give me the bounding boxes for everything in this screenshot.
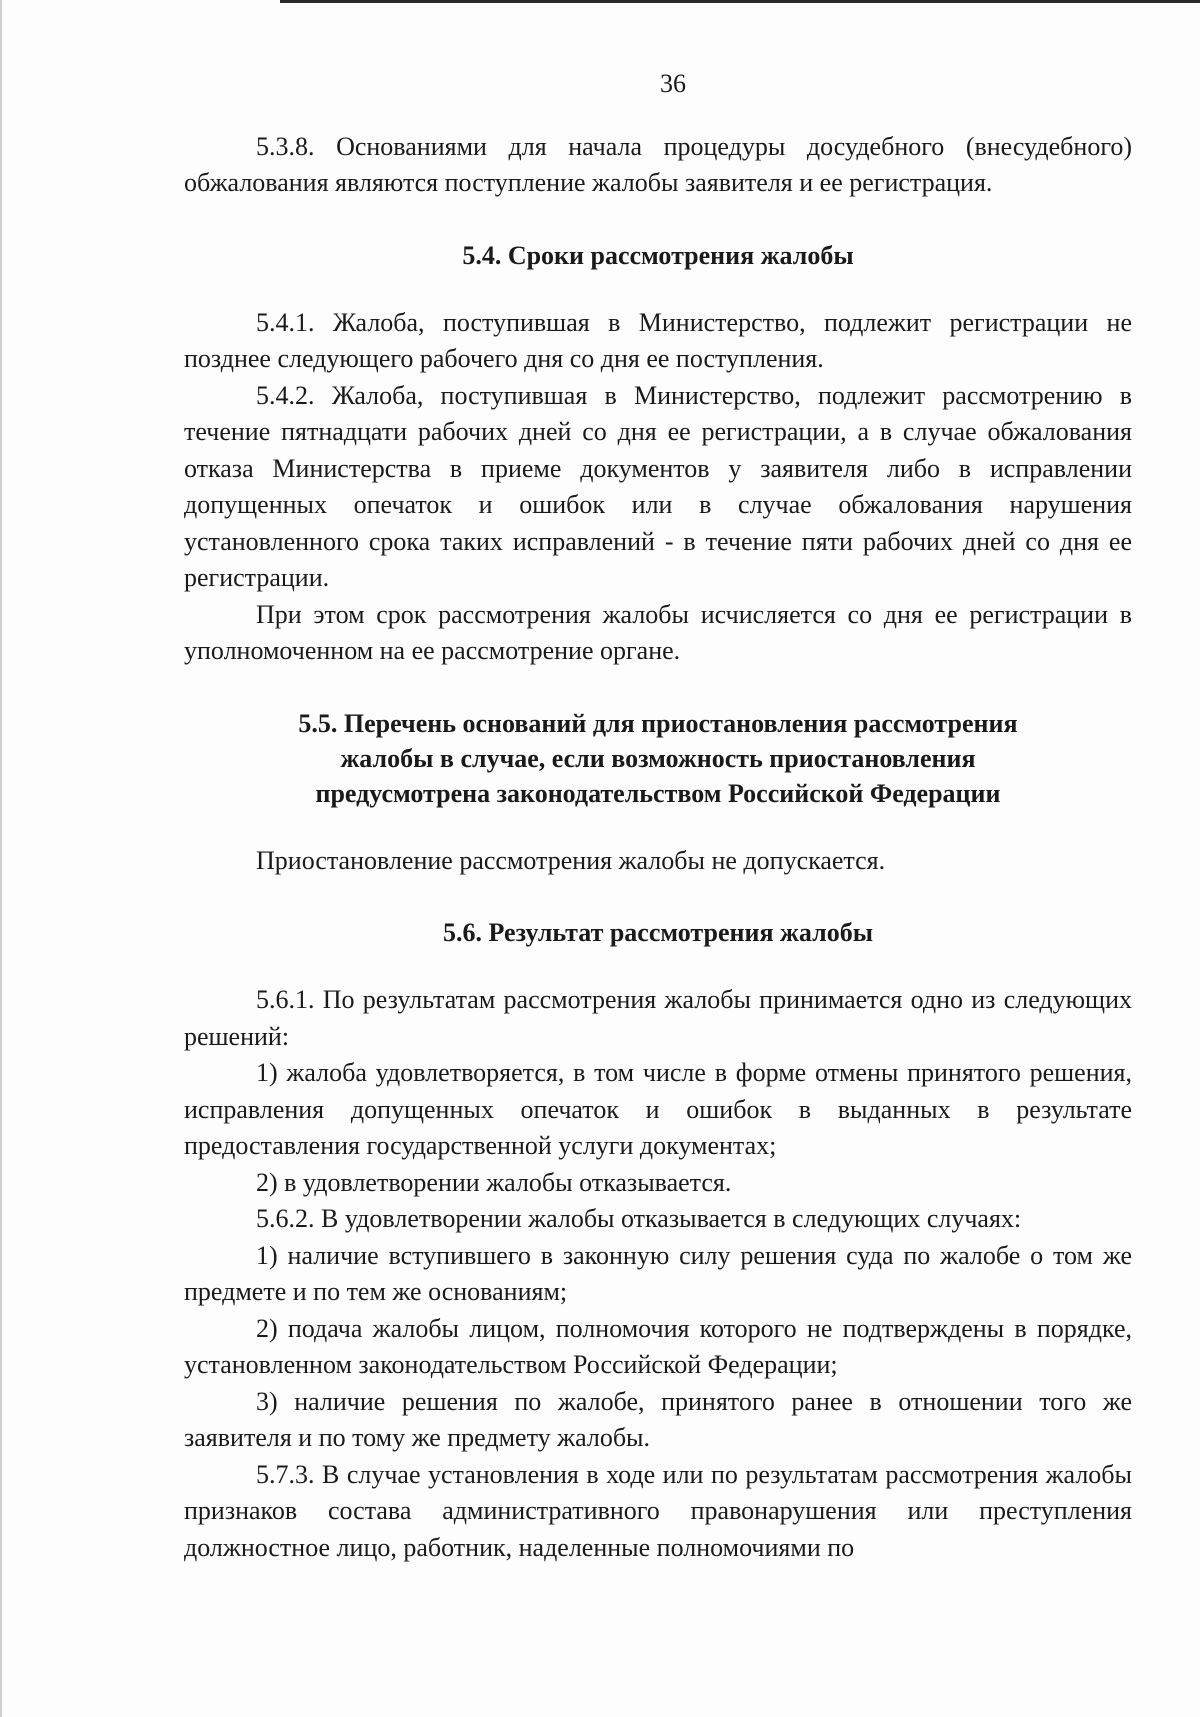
paragraph-5-3-8: 5.3.8. Основаниями для начала процедуры досудебного (внесудебного) обжалования являются поступление жалобы заявителя и ее регистрация.	[184, 131, 1132, 197]
heading-5-6: 5.6. Результат рассмотрения жалобы	[442, 918, 873, 947]
heading-5-5-line-2: жалобы в случае, если возможность приостановления	[340, 743, 976, 773]
paragraph-5-6-1: 5.6.1. По результатам рассмотрения жалобы принимается одно из следующих решений:	[184, 985, 1132, 1051]
paragraph-5-6-1-item-1: 1) жалоба удовлетворяется, в том числе в форме отмены принятого решения, исправления допущенных опечаток и ошибок в выданных в результате предоставления государственной услуги документах;	[184, 1058, 1132, 1160]
left-scan-edge	[0, 0, 2, 1717]
document-body	[184, 66, 1132, 1566]
paragraph-5-6-2-item-3: 3) наличие решения по жалобе, принятого ранее в отношении того же заявителя и по тому же предмету жалобы.	[184, 1386, 1132, 1452]
paragraph-5-4-1: 5.4.1. Жалоба, поступившая в Министерство, подлежит регистрации не позднее следующего рабочего дня со дня ее поступления.	[184, 307, 1132, 373]
paragraph-5-6-2: 5.6.2. В удовлетворении жалобы отказывается в следующих случаях:	[256, 1204, 1022, 1233]
paragraph-5-6-1-item-2: 2) в удовлетворении жалобы отказывается.	[256, 1167, 732, 1197]
paragraph-5-5-text: Приостановление рассмотрения жалобы не допускается.	[256, 845, 886, 875]
heading-5-4: 5.4. Сроки рассмотрения жалобы	[462, 240, 854, 270]
paragraph-5-6-2-item-1: 1) наличие вступившего в законную силу решения суда по жалобе о том же предмете и по тем же основаниям;	[184, 1240, 1132, 1306]
heading-5-5	[184, 706, 1132, 811]
paragraph-5-4-2: 5.4.2. Жалоба, поступившая в Министерство, подлежит рассмотрению в течение пятнадцати рабочих дней со дня ее регистрации, а в случае обжалования отказа Министерства в приеме документов у заявителя либо в исправлении допущенных опечаток и ошибок или в случае обжалования нарушения установленного срока таких исправлений - в течение пяти рабочих дней со дня ее регистрации.	[184, 380, 1132, 592]
heading-5-5-line-1: 5.5. Перечень оснований для приостановления рассмотрения	[298, 708, 1018, 738]
paragraph-5-4-note: При этом срок рассмотрения жалобы исчисляется со дня ее регистрации в уполномоченном на ее рассмотрение органе.	[184, 599, 1132, 665]
paragraph-5-6-2-item-2: 2) подача жалобы лицом, полномочия которого не подтверждены в порядке, установленном законодательством Российской Федерации;	[184, 1313, 1132, 1379]
top-border-line	[280, 0, 1200, 3]
page-number: 36	[660, 69, 686, 98]
heading-5-5-line-3: предусмотрена законодательством Российской Федерации	[315, 778, 1001, 808]
paragraph-5-7-3: 5.7.3. В случае установления в ходе или по результатам рассмотрения жалобы признаков состава административного правонарушения или преступления должностное лицо, работник, наделенные полномочиями по	[184, 1459, 1132, 1562]
